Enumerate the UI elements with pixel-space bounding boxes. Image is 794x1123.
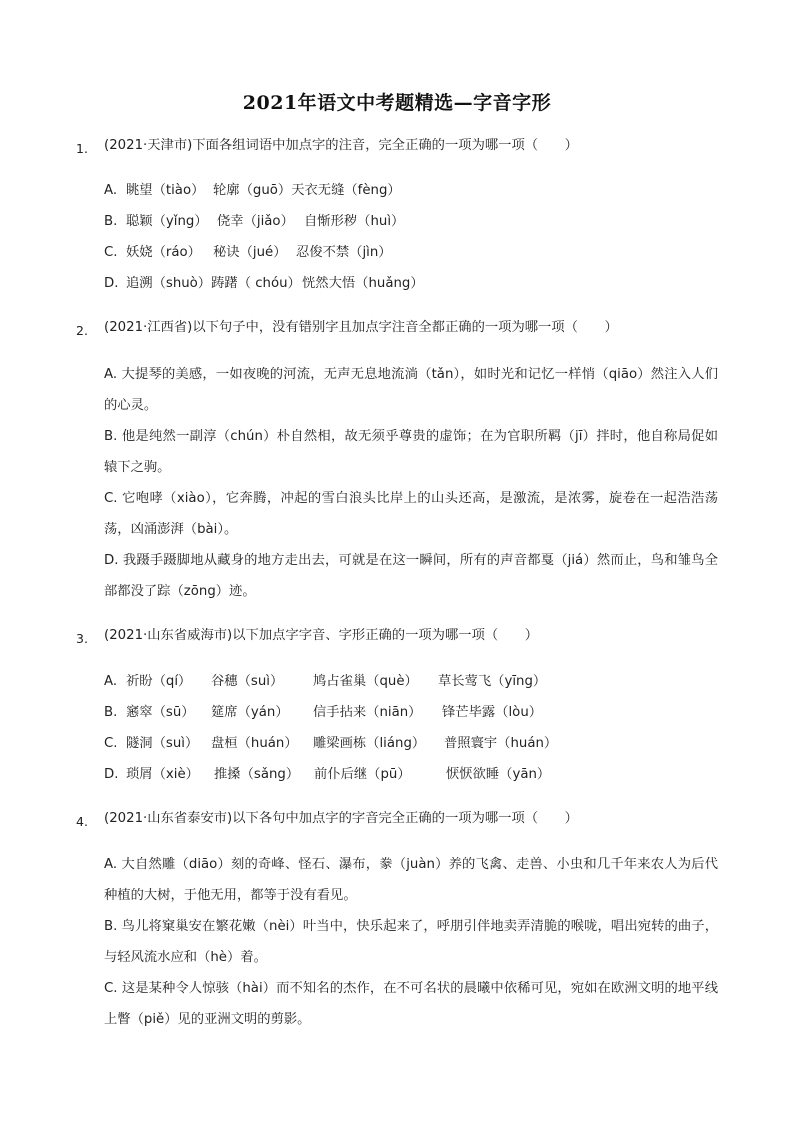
option-letter: C. — [104, 736, 118, 751]
question-text: (2021·山东省泰安市)以下各句中加点字的字音完全正确的一项为哪一项（ ） — [104, 811, 578, 826]
option-a: A. 大提琴的美感，一如夜晚的河流，无声无息地流淌（tǎn），如时光和记忆一样悄（qiāo）然注入人们的心灵。 — [104, 367, 718, 413]
option-letter: B. — [104, 214, 118, 229]
question-text: (2021·江西省)以下句子中，没有错别字且加点字注音全都正确的一项为哪一项（ ） — [104, 320, 618, 335]
question-number: 4. — [76, 814, 88, 829]
option-item: 眺望（tiào） — [126, 183, 205, 198]
option-c: C. 这是某种令人惊骇（hài）而不知名的杰作，在不可名状的晨曦中依稀可见，宛如在欧洲文明的地平线上瞥（piě）见的亚洲文明的剪影。 — [104, 981, 718, 1027]
page-title: 2021年语文中考题精选—字音字形 — [242, 92, 552, 114]
option-item: 鸠占雀巢（què） — [313, 674, 418, 689]
option-letter: A. — [104, 674, 118, 689]
option-item: 追溯（shuò）踌躇（ chóu） — [126, 276, 301, 291]
option-b: B. 鸟儿将窠巢安在繁花嫩（nèi）叶当中，快乐起来了，呼朋引伴地卖弄清脆的喉咙，唱出宛转的曲子，与轻风流水应和（hè）着。 — [104, 919, 718, 965]
option-c: C. 它咆哮（xiào），它奔腾，冲起的雪白浪头比岸上的山头还高，是激流，是浓雾，旋卷在一起浩浩荡荡，凶涌澎湃（bài）。 — [104, 491, 718, 537]
option-item: 琐屑（xiè） — [126, 767, 199, 782]
option-item: 轮廓（guō）天衣无缝（fèng） — [213, 183, 401, 198]
option-item: 窸窣（sū） — [126, 705, 195, 720]
option-letter: B. — [104, 705, 118, 720]
option-item: 恍然大悟（huǎng） — [302, 276, 424, 291]
option-item: 推搡（sǎng） — [214, 767, 300, 782]
option-item: 筵席（yán） — [211, 705, 289, 720]
option-item: 信手拈来（niān） — [313, 705, 422, 720]
option-item: 前仆后继（pū） — [314, 767, 411, 782]
option-item: 草长莺飞（yīng） — [438, 674, 547, 689]
option-letter: D. — [104, 276, 119, 291]
option-item: 妖娆（ráo） — [126, 245, 201, 260]
option-item: 恹恹欲睡（yān） — [446, 767, 551, 782]
option-b: B. 他是纯然一副淳（chún）朴自然相，故无须乎尊贵的虚饰；在为官职所羁（jī）拌时，他自称局促如辕下之驹。 — [104, 429, 718, 475]
question-number: 1. — [76, 141, 88, 156]
option-item: 隧洞（suì） — [126, 736, 199, 751]
option-item: 自惭形秽（huì） — [304, 214, 405, 229]
question-text: (2021·天津市)下面各组词语中加点字的注音，完全正确的一项为哪一项（ ） — [104, 138, 578, 153]
question-number: 3. — [76, 631, 88, 646]
option-item: 锋芒毕露（lòu） — [442, 705, 543, 720]
option-item: 雕梁画栋（liáng） — [313, 736, 426, 751]
option-item: 忍俊不禁（jìn） — [296, 245, 392, 260]
option-letter: C. — [104, 245, 118, 260]
question-number: 2. — [76, 323, 88, 338]
option-item: 普照寰宇（huán） — [444, 736, 558, 751]
option-a: A. 大自然雕（diāo）刻的奇峰、怪石、瀑布，豢（juàn）养的飞禽、走兽、小虫和几千年来农人为后代种植的大树，于他无用，都等于没有看见。 — [104, 857, 718, 903]
option-letter: A. — [104, 183, 118, 198]
option-letter: D. — [104, 767, 119, 782]
option-item: 祈盼（qí） — [126, 674, 192, 689]
question-text: (2021·山东省威海市)以下加点字字音、字形正确的一项为哪一项（ ） — [104, 628, 539, 643]
option-item: 谷穗（suì） — [211, 674, 284, 689]
option-item: 侥幸（jiǎo） — [217, 214, 294, 229]
option-d: D. 我蹑手蹑脚地从藏身的地方走出去，可就是在这一瞬间，所有的声音都戛（jiá）然而止，鸟和雏鸟全部都没了踪（zōng）迹。 — [104, 553, 718, 599]
option-item: 聪颖（yǐng） — [126, 214, 208, 229]
option-item: 秘诀（jué） — [213, 245, 287, 260]
option-item: 盘桓（huán） — [211, 736, 298, 751]
